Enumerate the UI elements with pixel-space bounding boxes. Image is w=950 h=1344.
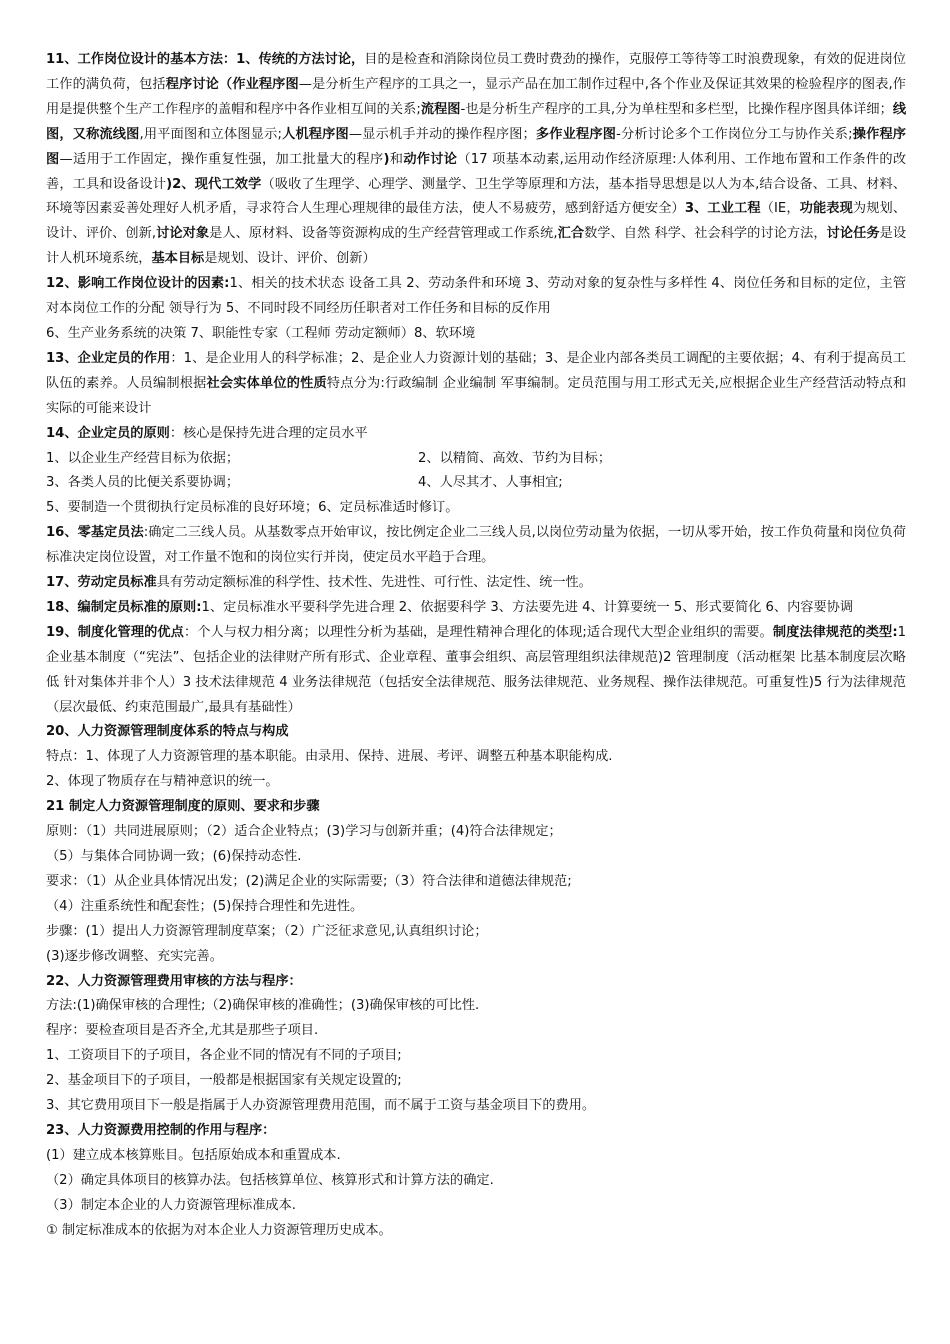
section-14 (46, 422, 906, 447)
section-23-line-3: （3）制定本企业的人力资源管理标准成本. (46, 1197, 296, 1213)
section-20-line-1: 特点：1、体现了人力资源管理的基本职能。由录用、保持、进展、考评、调整五种基本职能构成. (46, 749, 613, 765)
s11-run-13: 操作程序图 (46, 126, 906, 167)
section-21-line-5: 步骤：(1）提出人力资源管理制度草案；（2）广泛征求意见,认真组织讨论； (46, 923, 488, 939)
section-14-row-1 (46, 447, 906, 472)
s11-run-30: 是设计人机环境系统， (46, 226, 907, 267)
principle-3: 3、各类人员的比便关系要协调； (46, 475, 240, 491)
section-21-line-6: (3)逐步修改调整、充实完善。 (46, 948, 223, 964)
section-21-line-4: （4）注重系统性和配套性；(5)保持合理性和先进性。 (46, 898, 364, 914)
s17-run-1: 具有劳动定额标准的科学性、技术性、先进性、可行性、法定性、统一性。 (156, 575, 592, 591)
s11-run-28: 数学、自然 科学、社会科学的讨论方法， (584, 226, 827, 242)
s19-run-2: 制度法律规范的类型: (772, 624, 898, 640)
s11-run-26: 是人、原材料、设备等资源构成的生产经营管理或工作系统, (209, 226, 558, 242)
section-23-line-2: （2）确定具体项目的核算办法。包括核算单位、核算形式和计算方法的确定. (46, 1172, 494, 1188)
s16-run-1: :确定二三线人员。从基数零点开始审议，按比例定企业二三线人员,以岗位劳动量为依据，一切从零开始，按工作负荷量和岗位负荷标准决定岗位设置，对工作量不饱和的岗位实行并岗，使定员水平趋于合理。 (46, 525, 906, 566)
section-17 (46, 571, 906, 596)
section-22-line-1: 方法:(1)确保审核的合理性;（2)确保审核的准确性；(3)确保审核的可比性. (46, 998, 480, 1014)
s14-run-1: ：核心是保持先进合理的定员水平 (169, 425, 368, 441)
section-22-line-5: 3、其它费用项目下一般是指属于人办资源管理费用范围，而不属于工资与基金项目下的费用。 (46, 1098, 596, 1114)
principle-4: 4、人尽其才、人事相宜; (418, 475, 563, 491)
section-21-heading: 21 制定人力资源管理制度的原则、要求和步骤 (46, 799, 320, 815)
section-22-line-3: 1、工资项目下的子项目，各企业不同的情况有不同的子项目; (46, 1048, 402, 1064)
s11-run-11: 多作业程序图 (535, 126, 617, 142)
s11-run-12: -分析讨论多个工作岗位分工与协作关系; (616, 126, 853, 142)
section-12 (46, 272, 906, 322)
section-14-row-2 (46, 471, 906, 496)
s13-run-0: 13、企业定员的作用 (46, 350, 171, 366)
section-20-line-2: 2、体现了物质存在与精神意识的统一。 (46, 774, 279, 790)
section-23-title (46, 1119, 906, 1144)
s11-run-8: ,用平面图和立体图显示; (139, 126, 282, 142)
s11-run-3: 程序讨论（作业程序图 (165, 76, 299, 92)
s11-run-18: （17 项基本动素,运用动作经济原理:人体利用、工作地布置和工作条件的改善，工具和设备设计 (46, 151, 907, 192)
section-21-line-2: （5）与集体合同协调一致；(6)保持动态性. (46, 849, 302, 864)
section-20-title (46, 720, 906, 745)
s11-run-19: )2、现代工效学 (166, 176, 262, 192)
s17-run-0: 17、劳动定员标准 (46, 575, 157, 591)
s13-run-2: 社会实体单位的性质 (206, 375, 327, 391)
section-18 (46, 596, 906, 621)
s18-run-1: 1、定员标准水平要科学先进合理 2、依据要科学 3、方法要先进 4、计算要统一 5、形式要简化 6、内容要协调 (201, 599, 854, 615)
s19-run-0: 19、制度化管理的优点 (46, 624, 184, 640)
s11-run-9: 人机程序图 (281, 126, 349, 142)
section-22-heading: 22、人力资源管理费用审核的方法与程序： (46, 973, 302, 989)
s11-run-4: —是分析生产程序的工具之一，显示产品在加工制作过程中,各个作业及保证其效果的检验程序的图表,作用是提供整个生产工作程序的盖帽和程序中各作业相互间的关系; (46, 76, 906, 117)
s11-run-5: 流程图 (420, 101, 461, 117)
s12-run-1: 1、相关的技术状态 设备工具 2、劳动条件和环境 3、劳动对象的复杂性与多样性 4、岗位任务和目标的定位，主管对本岗位工作的分配 领导行为 5、不同时段不同经历任职者对工作任务和目标的反作用 (46, 276, 907, 317)
s11-run-24: 为规划、设计、评价、创新, (46, 201, 907, 242)
section-21-line-1: 原则：（1）共同进展原则；（2）适合企业特点；(3)学习与创新并重；(4)符合法律规定； (46, 824, 562, 840)
principle-1: 1、以企业生产经营目标为依据； (46, 450, 240, 466)
s13-run-3: 特点分为:行政编制 企业编制 军事编制。定员范围与用工形式无关,应根据企业生产经营活动特点和实际的可能来设计 (46, 375, 907, 416)
s12-run-0: 12、影响工作岗位设计的因素: (46, 276, 230, 292)
section-14-row-3: 5、要制造一个贯彻执行定员标准的良好环境；6、定员标准适时修订。 (46, 500, 459, 516)
section-22-line-2: 程序：要检查项目是否齐全,尤其是那些子项目. (46, 1023, 319, 1039)
section-11 (46, 48, 906, 272)
section-22-title (46, 970, 906, 995)
s11-run-21: 3、工业工程 (684, 201, 761, 217)
s11-run-6: -也是分析生产程序的工具,分为单柱型和多栏型，比操作程序图具体详细； (460, 101, 893, 117)
principle-2: 2、以精简、高效、节约为目标； (418, 450, 612, 466)
s11-run-31: 基本目标 (151, 251, 205, 267)
section-20-heading: 20、人力资源管理制度体系的特点与构成 (46, 724, 289, 740)
section-21-line-3: 要求：（1）从企业具体情况出发；(2)满足企业的实际需要;（3）符合法律和道德法律规范; (46, 873, 572, 889)
s13-run-1: ：1、是企业用人的科学标准；2、是企业人力资源计划的基础；3、是企业内部各类员工调配的主要依据；4、有利于提高员工队伍的素养。人员编制根据 (46, 350, 906, 391)
s11-run-23: 功能表现 (799, 201, 853, 217)
section-12-continued: 6、生产业务系统的决策 7、职能性专家（工程师 劳动定额师）8、软环境 (46, 325, 476, 341)
s11-run-25: 讨论对象 (156, 226, 210, 242)
section-22-line-4: 2、基金项目下的子项目，一般都是根据国家有关规定设置的; (46, 1073, 402, 1089)
s11-run-29: 讨论任务 (826, 226, 880, 242)
s11-run-17: 动作讨论 (403, 151, 458, 167)
s14-run-0: 14、企业定员的原则 (46, 425, 170, 441)
s11-run-10: —显示机手并动的操作程序图； (348, 126, 536, 142)
s11-run-14: —适用于工作固定，操作重复性强，加工批量大的程序 (59, 151, 384, 167)
s19-run-3: 1 企业基本制度（“宪法”、包括企业的法律财产所有形式、企业章程、董事会组织、高层管理组织法律规范)2 管理制度（活动框架 比基本制度层次略低 针对集体并非个人）3 技术法律规范 4 业务法律规范（包括安全法律规范、服务法律规范、业务规程、操作法律规范。可重复性)5 行为法律规范（层次最低、约束范围最广,最具有基础性） (46, 624, 906, 715)
s11-run-1: 1、传统的方法讨论， (236, 52, 365, 67)
s11-run-2: 目的是检查和消除岗位员工费时费劲的操作，克服停工等待等工时浪费现象，有效的促进岗位工作的满负荷，包括 (46, 52, 906, 92)
section-21-title (46, 795, 906, 820)
s11-run-7: 线图，又称流线图 (46, 101, 907, 142)
s11-run-15: ) (383, 151, 390, 167)
section-23-line-4: ① 制定标准成本的依据为对本企业人力资源管理历史成本。 (46, 1222, 392, 1238)
s11-run-0: 11、工作岗位设计的基本方法： (46, 52, 237, 67)
s19-run-1: ：个人与权力相分离；以理性分析为基础，是理性精神合理化的体现;适合现代大型企业组织的需要。 (183, 624, 773, 640)
section-23-line-1: (1）建立成本核算账目。包括原始成本和重置成本. (46, 1147, 341, 1163)
s16-run-0: 16、零基定员法 (46, 525, 144, 541)
s11-run-16: 和 (389, 151, 404, 167)
s11-run-27: 汇合 (557, 226, 585, 242)
section-19 (46, 621, 906, 721)
s11-run-22: （IE， (760, 201, 800, 217)
s11-run-20: （吸收了生理学、心理学、测量学、卫生学等原理和方法，基本指导思想是以人为本,结合设备、工具、材料、环境等因素妥善处理好人机矛盾，寻求符合人生理心理规律的最佳方法，使人不易疲劳，感到舒适方便安全） (46, 176, 907, 217)
s18-run-0: 18、编制定员标准的原则: (46, 599, 202, 615)
section-16 (46, 521, 906, 571)
section-23-heading: 23、人力资源费用控制的作用与程序： (46, 1122, 276, 1138)
s11-run-32: 是规划、设计、评价、创新） (204, 251, 376, 267)
section-13 (46, 347, 906, 422)
